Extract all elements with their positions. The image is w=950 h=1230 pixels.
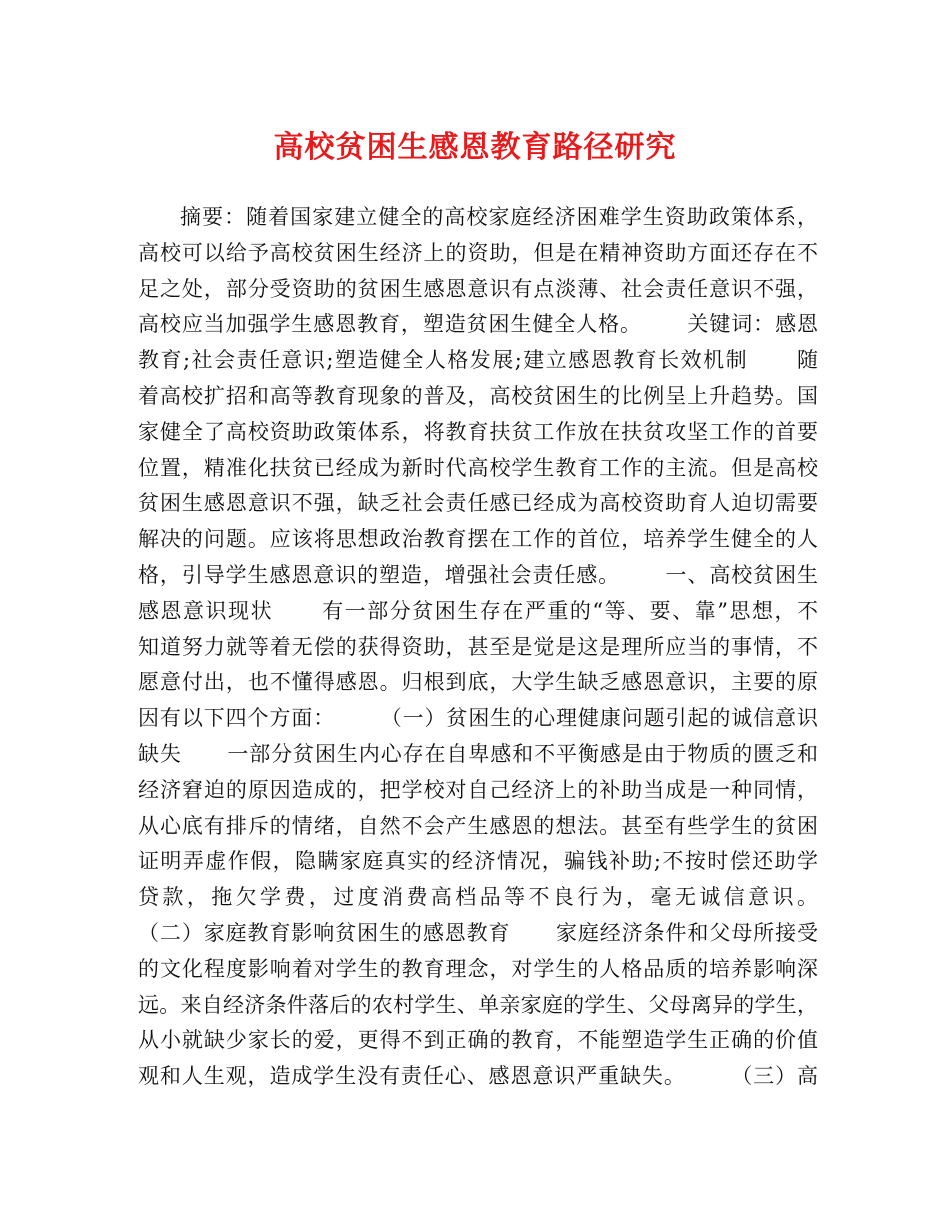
document-body (138, 200, 818, 1095)
body-line: 缺失 一部分贫困生内心存在自卑感和不平衡感是由于物质的匮乏和 (138, 741, 818, 766)
body-line: 愿意付出，也不懂得感恩。归根到底，大学生缺乏感恩意识，主要的原 (138, 670, 818, 695)
body-line: 的文化程度影响着对学生的教育理念，对学生的人格品质的培养影响深 (138, 956, 818, 981)
body-line: 着高校扩招和高等教育现象的普及，高校贫困生的比例呈上升趋势。国 (138, 383, 818, 408)
body-line: 摘要：随着国家建立健全的高校家庭经济困难学生资助政策体系， (180, 205, 818, 229)
body-line: 位置，精准化扶贫已经成为新时代高校学生教育工作的主流。但是高校 (138, 455, 818, 480)
body-line: 贷款，拖欠学费，过度消费高档品等不良行为，毫无诚信意识。 (138, 885, 818, 910)
body-line: 感恩意识现状 有一部分贫困生存在严重的“等、要、靠”思想，不 (138, 598, 818, 623)
body-line: 解决的问题。应该将思想政治教育摆在工作的首位，培养学生健全的人 (138, 527, 818, 552)
body-line: （二）家庭教育影响贫困生的感恩教育 家庭经济条件和父母所接受 (138, 920, 818, 945)
body-line: 从心底有排斥的情绪，自然不会产生感恩的想法。甚至有些学生的贫困 (138, 813, 818, 838)
body-line: 观和人生观，造成学生没有责任心、感恩意识严重缺失。 （三）高 (138, 1064, 818, 1089)
body-line: 经济窘迫的原因造成的，把学校对自己经济上的补助当成是一种同情， (138, 777, 818, 802)
body-line: 家健全了高校资助政策体系，将教育扶贫工作放在扶贫攻坚工作的首要 (138, 419, 818, 444)
body-line: 远。来自经济条件落后的农村学生、单亲家庭的学生、父母离异的学生， (138, 992, 818, 1017)
body-line: 证明弄虚作假，隐瞒家庭真实的经济情况，骗钱补助;不按时偿还助学 (138, 849, 818, 874)
body-line: 格，引导学生感恩意识的塑造，增强社会责任感。 一、高校贫困生 (138, 562, 818, 587)
document-title: 高校贫困生感恩教育路径研究 (273, 130, 677, 165)
body-line: 知道努力就等着无偿的获得资助，甚至是觉是这是理所应当的事情，不 (138, 634, 818, 659)
body-line: 因有以下四个方面： （一）贫困生的心理健康问题引起的诚信意识 (138, 706, 818, 731)
body-line: 贫困生感恩意识不强，缺乏社会责任感已经成为高校资助育人迫切需要 (138, 491, 818, 516)
body-line: 教育;社会责任意识;塑造健全人格发展;建立感恩教育长效机制 随 (138, 348, 818, 373)
body-line: 高校可以给予高校贫困生经济上的资助，但是在精神资助方面还存在不 (138, 240, 818, 265)
body-line: 足之处，部分受资助的贫困生感恩意识有点淡薄、社会责任意识不强， (138, 276, 818, 301)
body-line: 从小就缺少家长的爱，更得不到正确的教育，不能塑造学生正确的价值 (138, 1028, 818, 1053)
body-line: 高校应当加强学生感恩教育，塑造贫困生健全人格。 关键词：感恩 (138, 312, 818, 337)
